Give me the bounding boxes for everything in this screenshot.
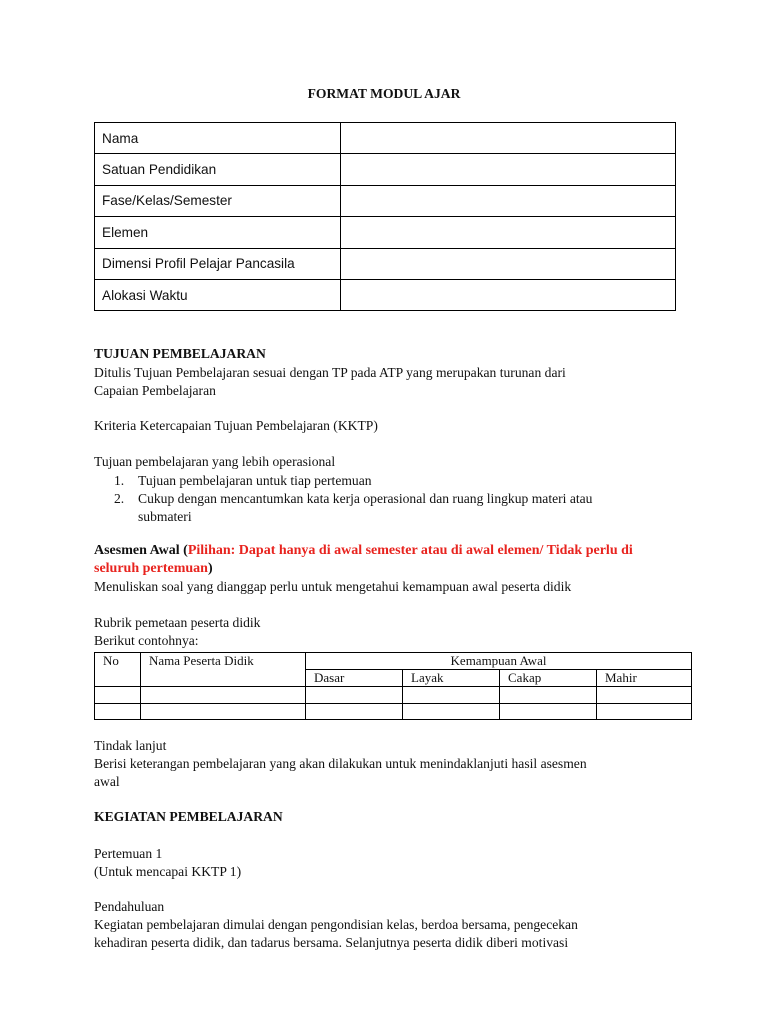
col-nama-header: Nama Peserta Didik	[141, 653, 306, 687]
kegiatan-heading: KEGIATAN PEMBELAJARAN	[94, 809, 283, 824]
table-cell[interactable]	[500, 687, 597, 704]
list-text-cont: submateri	[138, 509, 192, 524]
identity-value[interactable]	[341, 248, 676, 279]
col-kemampuan-header: Kemampuan Awal	[306, 653, 692, 670]
col-level-dasar: Dasar	[306, 670, 403, 687]
identity-label: Fase/Kelas/Semester	[95, 185, 341, 216]
table-cell[interactable]	[141, 703, 306, 720]
identity-value[interactable]	[341, 217, 676, 248]
list-text: Tujuan pembelajaran untuk tiap pertemuan	[138, 473, 372, 488]
operasional-label: Tujuan pembelajaran yang lebih operasional	[94, 454, 336, 469]
tujuan-text-line2: Capaian Pembelajaran	[94, 383, 216, 398]
table-row	[95, 123, 676, 154]
asesmen-note-cont: seluruh pertemuan	[94, 561, 208, 576]
identity-value[interactable]	[341, 123, 676, 154]
table-cell[interactable]	[597, 687, 692, 704]
identity-label: Elemen	[95, 217, 341, 248]
table-cell[interactable]	[403, 687, 500, 704]
col-no-header: No	[95, 653, 141, 687]
asesmen-heading-line1	[94, 543, 633, 559]
identity-label: Satuan Pendidikan	[95, 154, 341, 185]
identity-value[interactable]	[341, 279, 676, 310]
table-row	[95, 154, 676, 185]
table-cell[interactable]	[95, 687, 141, 704]
identity-label: Nama	[95, 123, 341, 154]
list-item	[114, 490, 592, 526]
table-row	[95, 217, 676, 248]
table-row	[95, 703, 692, 720]
identity-label: Dimensi Profil Pelajar Pancasila	[95, 248, 341, 279]
rubrik-label: Rubrik pemetaan peserta didik	[94, 615, 261, 630]
contoh-label: Berikut contohnya:	[94, 633, 199, 648]
tujuan-list	[114, 472, 592, 526]
table-cell[interactable]	[95, 703, 141, 720]
asesmen-heading-line2	[94, 561, 213, 577]
table-cell[interactable]	[306, 687, 403, 704]
tindak-text-line2: awal	[94, 774, 120, 789]
identity-table	[94, 122, 676, 311]
pertemuan-kktp: (Untuk mencapai KKTP 1)	[94, 864, 242, 879]
list-item	[114, 472, 592, 490]
col-level-cakap: Cakap	[500, 670, 597, 687]
document-title: FORMAT MODUL AJAR	[307, 86, 461, 101]
table-cell[interactable]	[500, 703, 597, 720]
tindak-text-line1: Berisi keterangan pembelajaran yang akan dilakukan untuk menindaklanjuti hasil asesmen	[94, 756, 587, 771]
col-level-layak: Layak	[403, 670, 500, 687]
kktp-label: Kriteria Ketercapaian Tujuan Pembelajaran (KKTP)	[94, 418, 378, 433]
pendahuluan-text-line1: Kegiatan pembelajaran dimulai dengan pengondisian kelas, berdoa bersama, pengecekan	[94, 917, 578, 932]
tujuan-heading: TUJUAN PEMBELAJARAN	[94, 346, 266, 361]
identity-value[interactable]	[341, 185, 676, 216]
rubrik-table	[94, 652, 692, 720]
table-row	[95, 279, 676, 310]
table-row	[95, 185, 676, 216]
identity-value[interactable]	[341, 154, 676, 185]
asesmen-heading: Asesmen Awal (	[94, 543, 188, 558]
table-cell[interactable]	[306, 703, 403, 720]
table-row	[95, 687, 692, 704]
table-cell[interactable]	[403, 703, 500, 720]
pertemuan-label: Pertemuan 1	[94, 846, 163, 861]
list-number: 1.	[114, 473, 125, 488]
tindak-heading: Tindak lanjut	[94, 738, 167, 753]
asesmen-note: Pilihan: Dapat hanya di awal semester atau di awal elemen/ Tidak perlu di	[187, 543, 633, 558]
asesmen-close: )	[207, 561, 213, 576]
table-cell[interactable]	[597, 703, 692, 720]
pendahuluan-text-line2: kehadiran peserta didik, dan tadarus bersama. Selanjutnya peserta didik diberi motivasi	[94, 935, 569, 950]
tujuan-text-line1: Ditulis Tujuan Pembelajaran sesuai dengan TP pada ATP yang merupakan turunan dari	[94, 365, 566, 380]
col-level-mahir: Mahir	[597, 670, 692, 687]
table-row	[95, 248, 676, 279]
table-cell[interactable]	[141, 687, 306, 704]
asesmen-desc: Menuliskan soal yang dianggap perlu untuk mengetahui kemampuan awal peserta didik	[94, 579, 572, 594]
list-text: Cukup dengan mencantumkan kata kerja operasional dan ruang lingkup materi atau	[138, 491, 593, 506]
identity-label: Alokasi Waktu	[95, 279, 341, 310]
pendahuluan-heading: Pendahuluan	[94, 899, 165, 914]
list-number: 2.	[114, 491, 125, 506]
table-header-row	[95, 653, 692, 670]
